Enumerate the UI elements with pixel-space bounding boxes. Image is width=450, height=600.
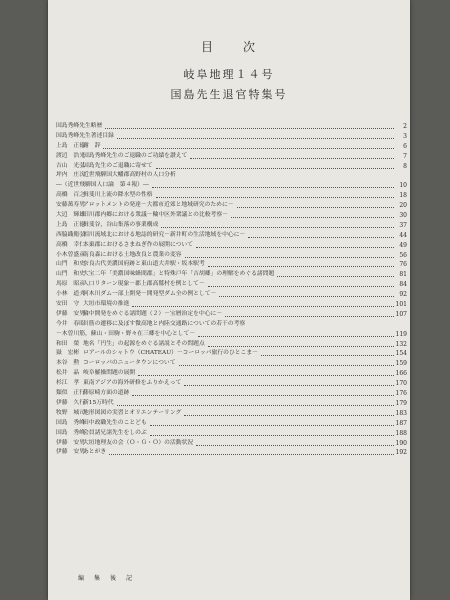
- toc-author: 上島 正徳: [56, 221, 85, 228]
- toc-author: 伊藤 安男: [56, 449, 85, 456]
- toc-author: 安藤萬寿男: [56, 202, 85, 209]
- toc-leader-dots: [132, 306, 394, 307]
- toc-author: 西脇織衛弘: [56, 231, 85, 238]
- toc-leader-dots: [277, 276, 394, 277]
- toc-entry: [56, 300, 408, 310]
- toc-page-number: 154: [395, 350, 407, 358]
- toc-title: 近世飛騨国大幡郡高野村の人口分析: [83, 172, 176, 179]
- journal-issue: 岐阜地理１４号: [183, 68, 275, 81]
- toc-leader-dots: [225, 316, 394, 317]
- toc-page-number: 6: [403, 142, 407, 150]
- toc-page-number: 30: [399, 212, 407, 220]
- toc-entry: [56, 260, 408, 270]
- toc-leader-dots: [138, 375, 394, 376]
- toc-leader-dots: [156, 197, 394, 198]
- toc-entry: [56, 399, 408, 409]
- toc-author: 上島 正徳: [56, 142, 85, 149]
- toc-title: 新15万時代: [83, 399, 114, 406]
- toc-leader-dots: [208, 346, 394, 347]
- page-title: 目 次: [200, 40, 257, 54]
- toc-title: 人口リターン現象－郡上郡高鷲村を例として－: [83, 281, 205, 288]
- toc-title: 奈良古代美濃国府跡と東山道大井駅・坂本駅考: [83, 261, 205, 268]
- toc-title: 大垣市環境の推進: [83, 301, 130, 308]
- toc-leader-dots: [184, 385, 394, 386]
- toc-title: 揖斐川上流の降水型の性格: [83, 192, 153, 199]
- toc-title: コーロッパのニュータウンについて: [83, 360, 176, 367]
- toc-author: 馬原 昭彦: [56, 281, 85, 288]
- toc-entry: [56, 280, 408, 290]
- toc-page-number: 76: [399, 261, 407, 269]
- toc-leader-dots: [196, 445, 394, 446]
- toc-leader-dots: [208, 286, 394, 287]
- toc-author: 伊藤 安男: [56, 439, 85, 446]
- toc-entry: [56, 201, 408, 211]
- toc-entry: [56, 379, 408, 389]
- toc-page-number: 119: [395, 330, 407, 338]
- toc-entry: [56, 231, 408, 241]
- toc-title: 旧川郡内郷における衆議－輪中区外衆議との比較考察－: [83, 212, 228, 219]
- toc-leader-dots: [185, 257, 394, 258]
- toc-page-number: 20: [399, 202, 407, 210]
- toc-entry: [56, 270, 408, 280]
- toc-entry: [56, 162, 408, 172]
- toc-author: 嶽 宏彬: [56, 350, 80, 357]
- toc-page-number: 159: [395, 360, 407, 368]
- toc-author: 大辺 輝雄: [56, 212, 85, 219]
- toc-page-number: 56: [399, 251, 407, 259]
- toc-title: 本巣郡におけるさまねぎ作の展開について: [83, 241, 194, 248]
- toc-author: 伊藤 久行: [56, 399, 85, 406]
- toc-page-number: 84: [399, 281, 407, 289]
- toc-title: 会員諸兄諸先生をしのぶ: [83, 429, 147, 436]
- toc-leader-dots: [190, 158, 394, 159]
- toc-page-number: 10: [399, 182, 407, 190]
- toc-title: ―（近世飛騨国人口論 第４報）―: [56, 182, 149, 189]
- toc-author: 高橋 幸仁: [56, 241, 85, 248]
- toc-entry: [56, 181, 408, 191]
- toc-leader-dots: [150, 435, 394, 436]
- toc-author: 国島 秀峰: [56, 429, 85, 436]
- toc-author: 杉江 孝: [56, 380, 80, 387]
- toc-entry: [56, 448, 408, 458]
- toc-title: 地名「円生」の起源をめぐる諸説とその問題点: [83, 340, 205, 347]
- toc-entry: [56, 191, 408, 201]
- toc-page-number: 107: [395, 310, 407, 318]
- toc-leader-dots: [132, 395, 394, 396]
- toc-entry: [56, 409, 408, 419]
- toc-page-number: 49: [399, 241, 407, 249]
- toc-page-number: 187: [395, 419, 407, 427]
- toc-page-number: 92: [399, 291, 407, 299]
- toc-entry: [56, 330, 408, 340]
- toc-entry: [56, 211, 408, 221]
- toc-leader-dots: [184, 415, 394, 416]
- toc-entry: [56, 369, 408, 379]
- toc-entry: [56, 241, 408, 251]
- toc-page-number: 18: [399, 192, 407, 200]
- toc-title: 岐阜羅操問題の展開: [83, 370, 136, 377]
- toc-title: 相川流域北における地誌的研究－新井町の生活地域を中心に－: [83, 231, 246, 238]
- toc-title: 川筋の遷移に及ぼす微高地と内陸交通路についての若干の考察: [83, 320, 246, 327]
- toc-entry: [56, 290, 408, 300]
- toc-entry: [56, 152, 408, 162]
- toc-leader-dots: [161, 227, 394, 228]
- toc-author: 坪内 庄次: [56, 172, 85, 179]
- toc-title: 田中政職先生のことども: [83, 419, 147, 426]
- toc-title: アロットメントの発達－大都市近郊と地域研究のために－: [83, 202, 234, 209]
- toc-title: 大宝二年「美濃国味蜂間郡」と特殊戸年「吉胡郷」の理解をめぐる諸問題: [83, 271, 275, 278]
- toc-page-number: 81: [399, 271, 407, 279]
- toc-entry: [56, 419, 408, 429]
- toc-author: 牧野 城司: [56, 409, 85, 416]
- toc-author: 山門 和史: [56, 261, 85, 268]
- toc-title: 謝 辞: [83, 142, 101, 149]
- toc-leader-dots: [179, 365, 394, 366]
- toc-author: 和田 榮: [56, 340, 80, 347]
- toc-title: 藤原崎方面の道跡: [83, 390, 130, 397]
- toc-title: 阿木川ダム一部上開発－開発型ダム全の例として－: [83, 291, 217, 298]
- toc-entry: [56, 171, 408, 181]
- toc-title: 大垣地理友の会（Ｏ・Ｇ・Ｏ）の活動状況: [83, 439, 194, 446]
- toc-page-number: 192: [395, 449, 407, 457]
- toc-title: 南良森における土地改良と農業の変容: [83, 251, 182, 258]
- toc-page-number: 188: [395, 429, 407, 437]
- special-issue-title: 国島先生退官特集号: [170, 88, 288, 101]
- toc-leader-dots: [196, 247, 394, 248]
- toc-entry: [56, 439, 408, 449]
- toc-leader-dots: [117, 405, 394, 406]
- toc-page-number: 190: [395, 439, 407, 447]
- toc-page-number: 8: [403, 162, 407, 170]
- toc-author: 本谷 勲: [56, 360, 80, 367]
- toc-author: 高橋 百之: [56, 192, 85, 199]
- toc-leader-dots: [117, 138, 394, 139]
- toc-leader-dots: [152, 187, 394, 188]
- toc-author: 山門 和史: [56, 271, 85, 278]
- toc-author: 渡辺 浩光: [56, 152, 85, 159]
- toc-author: 今井 春昭: [56, 320, 85, 327]
- toc-title: 輪中開発をめぐる諸問題（２）－宝暦治定を中心に－: [83, 310, 223, 317]
- toc-leader-dots: [109, 454, 394, 455]
- toc-leader-dots: [237, 207, 394, 208]
- toc-leader-dots: [231, 217, 394, 218]
- toc-entry: [56, 359, 408, 369]
- toc-title: あとがき: [83, 449, 107, 456]
- toc-title: －木曽川筋，蘇山・田駒・野々在三郷を中心として－: [56, 330, 196, 337]
- toc-author: 伊藤 安男: [56, 310, 85, 317]
- toc-entry: [56, 349, 408, 359]
- toc-author: 小木曽盛彦: [56, 251, 85, 258]
- toc-title: 国島秀峰先生略歴: [56, 123, 103, 129]
- toc-title: 国島秀峰先生のご退職のご功績を讃えて: [83, 152, 188, 159]
- toc-author: 国島 秀峰: [56, 419, 85, 426]
- table-of-contents: [56, 122, 408, 458]
- toc-entry: [56, 320, 408, 330]
- toc-author: 類似 正行: [56, 390, 85, 397]
- toc-page-number: 170: [395, 380, 407, 388]
- toc-page-number: 7: [403, 152, 407, 160]
- toc-title: 揖斐谷，谷山集落の事業構成: [83, 221, 159, 228]
- toc-author: 安田 守: [56, 301, 80, 308]
- toc-leader-dots: [208, 266, 394, 267]
- toc-leader-dots: [103, 148, 394, 149]
- toc-page-number: 183: [395, 409, 407, 417]
- toc-leader-dots: [219, 296, 394, 297]
- toc-entry: [56, 142, 408, 152]
- toc-entry: [56, 310, 408, 320]
- editorial-postscript-label: 編 集 後 記: [78, 575, 135, 582]
- toc-author: 吉山 光弘: [56, 162, 85, 169]
- toc-entry: [56, 251, 408, 261]
- toc-page-number: 3: [403, 132, 407, 140]
- toc-page-number: 101: [395, 301, 407, 309]
- toc-page-number: 37: [399, 221, 407, 229]
- toc-page-number: 2: [403, 123, 407, 130]
- toc-entry: [56, 132, 408, 142]
- toc-title: 東南アジアの海外研修をふりかえって: [83, 380, 182, 387]
- toc-title: 国島秀峰先生著述目録: [56, 132, 114, 139]
- toc-entry: [56, 429, 408, 439]
- journal-page: [48, 0, 410, 600]
- toc-leader-dots: [156, 168, 394, 169]
- toc-page-number: 166: [395, 370, 407, 378]
- toc-leader-dots: [150, 425, 394, 426]
- toc-page-number: 44: [399, 231, 407, 239]
- toc-leader-dots: [248, 237, 394, 238]
- toc-entry: [56, 221, 408, 231]
- toc-entry: [56, 340, 408, 350]
- toc-page-number: 132: [395, 340, 407, 348]
- toc-page-number: 176: [395, 390, 407, 398]
- toc-entry: [56, 122, 408, 132]
- toc-title: 国島先生のご退職に寄せて: [83, 162, 153, 169]
- toc-author: 松井 晶: [56, 370, 80, 377]
- toc-entry: [56, 389, 408, 399]
- toc-page-number: 179: [395, 399, 407, 407]
- toc-leader-dots: [261, 355, 394, 356]
- toc-leader-dots: [105, 128, 394, 129]
- toc-author: 小林 道夫: [56, 291, 85, 298]
- toc-title: ロアールのシャトウ（CHATEAU）－コーロッパ旅行のひとこま－: [83, 350, 258, 357]
- toc-title: 地形図図の実習とオリエンテーリング: [83, 409, 182, 416]
- toc-leader-dots: [198, 336, 394, 337]
